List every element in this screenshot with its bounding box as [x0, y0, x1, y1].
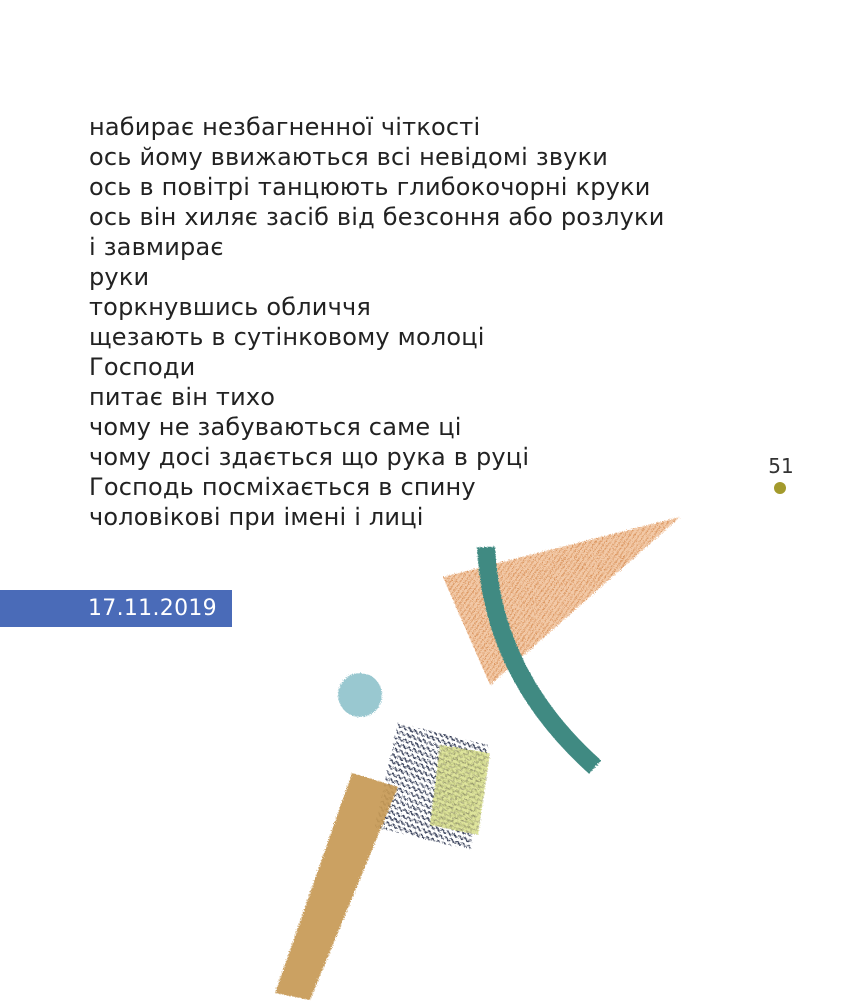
poem-line: ось йому ввижаються всі невідомі звуки [89, 143, 609, 171]
poem-line: чому досі здається що рука в руці [89, 443, 530, 471]
poem-line: щезають в сутінковому молоці [89, 323, 485, 351]
abstract-brush-illustration [240, 505, 700, 1004]
poem-line: ось в повітрі танцюють глибокочорні круки [89, 173, 651, 201]
poem-date: 17.11.2019 [88, 596, 217, 621]
poem-line: питає він тихо [89, 383, 276, 411]
ochre-bar-shape [275, 773, 398, 1000]
poem-line: руки [89, 263, 150, 291]
poem-line: чоловікові при імені і лиці [89, 503, 424, 531]
poem-line: ось він хиляє засіб від безсоння або розлуки [89, 203, 665, 231]
poem-line: набирає незбагненної чіткості [89, 113, 481, 141]
page-dot-icon [774, 482, 786, 494]
poem-text [89, 112, 665, 532]
date-band [0, 590, 232, 627]
orange-triangle-shape [443, 517, 680, 685]
poem-line: Господь посміхається в спину [89, 473, 476, 501]
lime-scribble-square [430, 745, 490, 835]
poem-line: чому не забуваються саме ці [89, 413, 462, 441]
poem-line: торкнувшись обличчя [89, 293, 371, 321]
poem-line: і завмирає [89, 233, 224, 261]
light-blue-circle-shape [338, 673, 382, 717]
poem-line: Господи [89, 353, 196, 381]
page-number: 51 [768, 454, 794, 478]
